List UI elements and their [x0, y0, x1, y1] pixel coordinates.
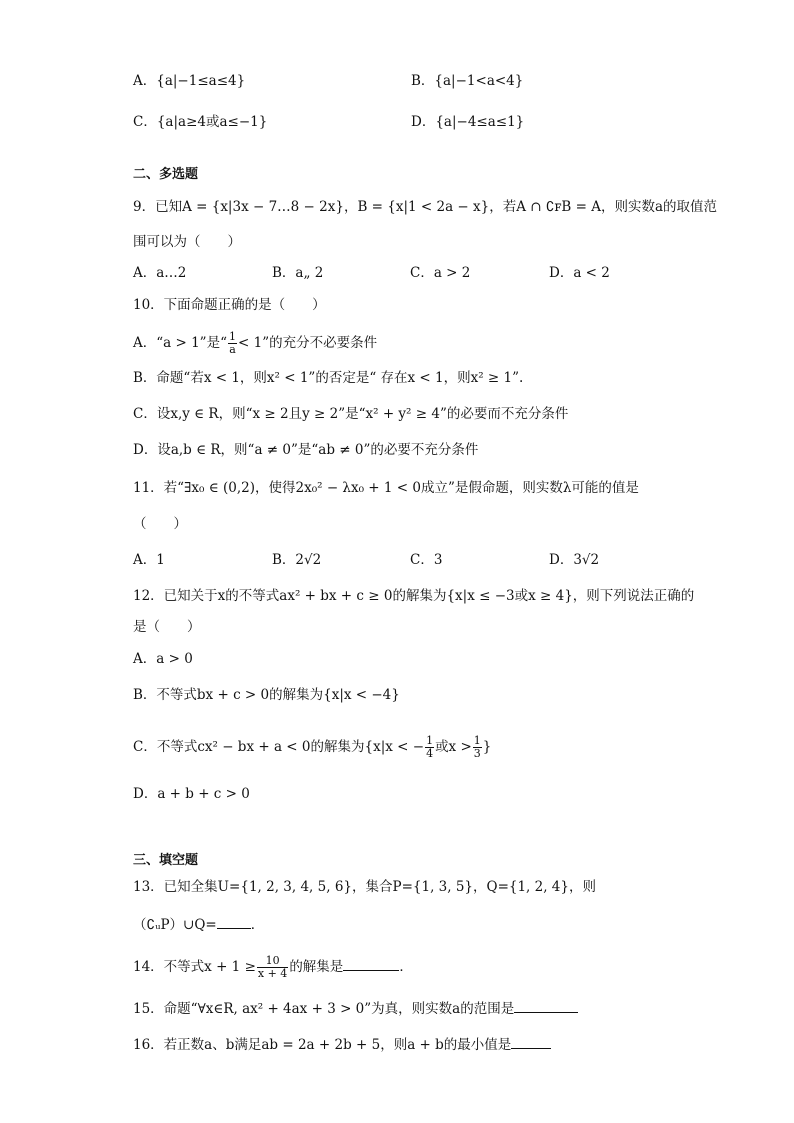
q13-line2-post: ．	[250, 917, 265, 933]
q12-option-c-fraction-2	[473, 735, 482, 760]
q10-option-a-pre: A．“a > 1”是“	[133, 335, 227, 351]
q11-option-a: A．1	[133, 552, 165, 568]
q8-option-d: D．{a|−4≤a≤1}	[411, 114, 525, 130]
q11-stem-line1: 11．若“∃x₀ ∈ (0,2)，使得2x₀² − λx₀ + 1 < 0成立”是假命题，则实数λ可能的值是	[133, 480, 639, 496]
q12-option-d: D．a + b + c > 0	[133, 786, 250, 802]
section-heading-multiple-choice: 二、多选题	[133, 167, 199, 182]
q10-option-b: B．命题“若x < 1，则x² < 1”的否定是“ 存在x < 1，则x² ≥ 1”.	[133, 370, 524, 386]
q12-option-c	[133, 735, 491, 760]
fraction-denominator: x + 4	[257, 967, 288, 980]
q14-pre: 14．不等式x + 1 ≥	[133, 959, 256, 975]
q10-option-c: C．设x,y ∈ R，则“x ≥ 2且y ≥ 2”是“x² + y² ≥ 4”的必要而不充分条件	[133, 406, 569, 422]
q13-stem-line2	[133, 914, 264, 935]
q8-option-b: B．{a|−1<a<4}	[411, 73, 524, 89]
q9-stem-line2: 围可以为（ ）	[133, 234, 241, 250]
q12-option-c-pre: C．不等式cx² − bx + a < 0的解集为{x|x < −	[133, 739, 425, 755]
q9-option-d: D．a < 2	[549, 265, 610, 281]
q12-option-b: B．不等式bx + c > 0的解集为{x|x < −4}	[133, 687, 400, 703]
q11-option-c: C．3	[410, 552, 443, 568]
q8-option-a: A．{a|−1≤a≤4}	[133, 73, 246, 89]
q10-option-a	[133, 331, 377, 356]
q8-option-c: C．{a|a≥4或a≤−1}	[133, 114, 268, 130]
q12-stem-line1: 12．已知关于x的不等式ax² + bx + c ≥ 0的解集为{x|x ≤ −3或x ≥ 4}，则下列说法正确的	[133, 588, 695, 604]
q11-option-b: B．2√2	[272, 552, 322, 568]
q9-option-c: C．a > 2	[410, 265, 471, 281]
fraction-numerator: 1	[473, 734, 481, 747]
q11-stem-line2: （ ）	[133, 516, 187, 532]
fraction-numerator: 10	[257, 955, 288, 968]
q9-stem-line1: 9．已知A = {x|3x − 7…8 − 2x}，B = {x|1 < 2a − x}，若A ∩ ∁ꜰB = A，则实数a的取值范	[133, 199, 718, 215]
fraction-denominator: 4	[426, 747, 434, 760]
q15-answer-blank[interactable]	[514, 998, 578, 1013]
q16-answer-blank[interactable]	[511, 1034, 551, 1049]
q10-stem: 10．下面命题正确的是（ ）	[133, 297, 326, 313]
q16-pre: 16．若正数a、b满足ab = 2a + 2b + 5，则a + b的最小值是	[133, 1037, 512, 1053]
q15-pre: 15．命题“∀x∈R, ax² + 4ax + 3 > 0”为真，则实数a的范围是	[133, 1001, 515, 1017]
q14-fraction	[257, 955, 288, 980]
q14-stem	[133, 955, 413, 980]
q13-line2-pre: （∁ᵤP）∪Q=	[133, 917, 217, 933]
q16-stem	[133, 1034, 551, 1055]
q12-option-c-fraction-1	[425, 735, 434, 760]
q9-option-a: A．a…2	[133, 265, 187, 281]
fraction-denominator: a	[229, 343, 236, 356]
q9-option-b: B．a„ 2	[272, 265, 324, 281]
q13-stem-line1: 13．已知全集U={1, 2, 3, 4, 5, 6}，集合P={1, 3, 5}，Q={1, 2, 4}，则	[133, 879, 596, 895]
q12-option-c-post: }	[482, 739, 492, 755]
q13-answer-blank[interactable]	[217, 914, 251, 929]
q10-option-a-post: < 1”的充分不必要条件	[238, 335, 378, 351]
q12-option-a: A．a > 0	[133, 651, 193, 667]
q10-option-d: D．设a,b ∈ R，则“a ≠ 0”是“ab ≠ 0”的必要不充分条件	[133, 442, 479, 458]
q14-mid: 的解集是	[289, 959, 344, 975]
fraction-numerator: 1	[426, 734, 434, 747]
q12-stem-line2: 是（ ）	[133, 619, 201, 635]
q12-option-c-mid: 或x >	[435, 739, 472, 755]
fraction-numerator: 1	[229, 330, 236, 343]
fraction-denominator: 3	[473, 747, 481, 760]
section-heading-fill-in: 三、填空题	[133, 853, 199, 868]
q14-post: ．	[399, 959, 413, 975]
q15-stem	[133, 998, 578, 1019]
q14-answer-blank[interactable]	[343, 956, 399, 971]
q10-option-a-fraction	[228, 331, 237, 356]
q11-option-d: D．3√2	[549, 552, 600, 568]
